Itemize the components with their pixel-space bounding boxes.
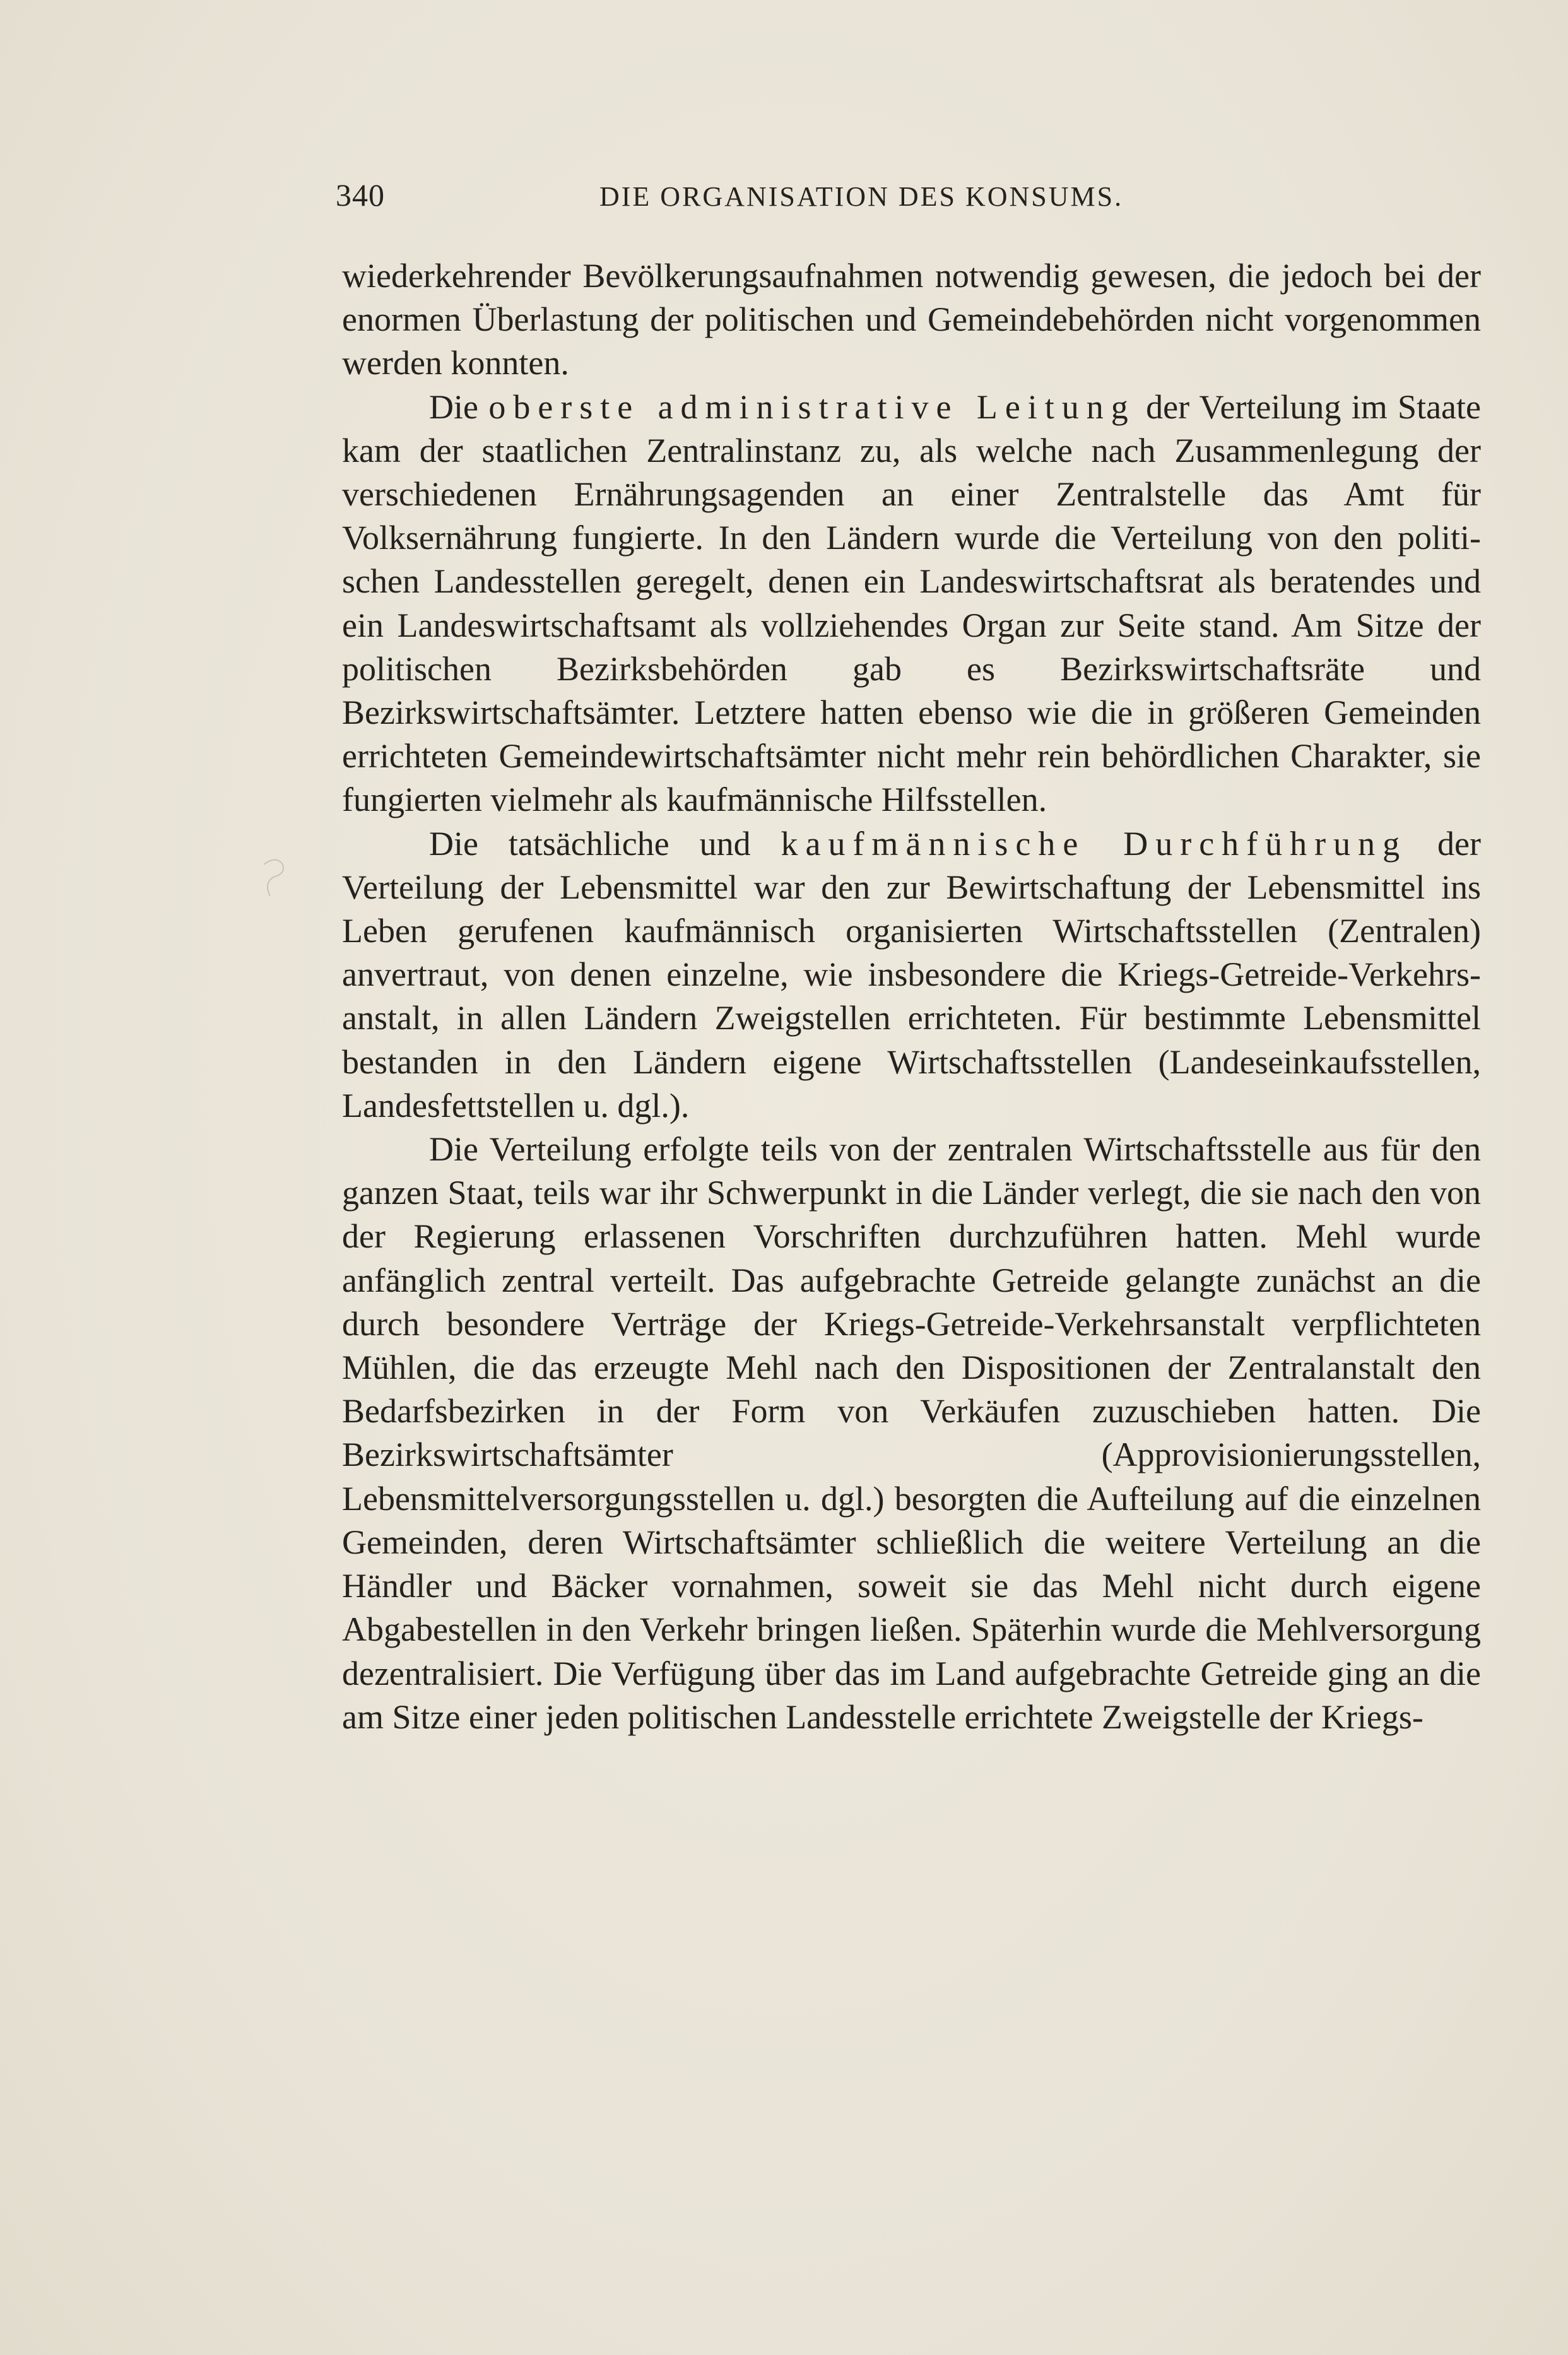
page-number: 340 [336,177,385,213]
paragraph [342,386,1481,822]
paragraph-text: Die tatsächliche und [429,824,781,863]
running-header [336,177,1481,221]
paragraph [342,1128,1481,1739]
pencil-mark-icon [257,852,289,902]
running-title: DIE ORGANISATION DES KONSUMS. [599,181,1124,212]
paragraph-text: Die [429,387,489,426]
paragraph-text: wiederkehrender Bevölkerungsaufnahmen notwendig gewesen, die jedoch bei der enormen Überlastung der politischen und Gemeindebehörden nicht vorgenommen werden konnten. [342,257,1481,382]
paragraph [342,822,1481,1128]
paragraph [342,254,1481,386]
body-text [342,254,1481,1739]
paragraph-text: der Verteilung der Lebensmittel war den zur Bewirtschaftung der Lebensmittel ins Leben gerufenen kaufmännisch organisierten Wirtschaftsstellen (Zentralen) anvertraut, von denen einzelne, wie insbesondere die Kriegs-Getreide-Verkehrsanstalt, in allen Ländern Zweigstellen errichteten. Für bestimmte Lebensmittel bestanden in den Ländern eigene Wirtschaftsstellen (Landeseinkaufsstellen, Landesfettstellen u. dgl.). [342,824,1481,1124]
spaced-emphasis: oberste administrative Leitung [488,387,1136,426]
paragraph-text: Die Verteilung erfolgte teils von der zentralen Wirtschaftsstelle aus für den ganzen Staat, teils war ihr Schwerpunkt in die Länder verlegt, die sie nach den von der Regierung erlassenen Vorschriften durchzuführen hatten. Mehl wurde anfänglich zentral verteilt. Das aufgebrachte Getreide gelangte zunächst an die durch besondere Verträge der Kriegs-Getreide-Verkehrsanstalt verpflichteten Mühlen, die das erzeugte Mehl nach den Dispositionen der Zentralanstalt den Bedarfsbezirken in der Form von Verkäufen zuzuschieben hatten. Die Bezirkswirtschaftsämter (Approvisionierungsstellen, Lebensmittelversorgungsstellen u. dgl.) besorgten die Aufteilung auf die einzelnen Gemeinden, deren Wirtschaftsämter schließlich die weitere Verteilung an die Händler und Bäcker vornahmen, soweit sie das Mehl nicht durch eigene Abgabestellen in den Verkehr bringen ließen. Späterhin wurde die Mehlversorgung dezentralisiert. Die Verfügung über das im Land aufgebrachte Getreide ging an die am Sitze einer jeden politischen Landesstelle errichtete Zweigstelle der Kriegs- [342,1130,1481,1736]
spaced-emphasis: kaufmännische Durchführung [781,824,1408,863]
paragraph-text: der Verteilung im Staate kam der staatlichen Zentralinstanz zu, als welche nach Zusammenlegung der verschiedenen Ernährungsagenden an einer Zentralstelle das Amt für Volksernährung fungierte. In den Ländern wurde die Verteilung von den politischen Landesstellen geregelt, denen ein Landeswirtschaftsrat als beratendes und ein Landeswirtschaftsamt als vollziehendes Organ zur Seite stand. Am Sitze der politischen Bezirksbehörden gab es Bezirkswirtschaftsräte und Bezirkswirtschaftsämter. Letztere hatten ebenso wie die in größeren Gemeinden errichteten Gemeindewirtschaftsämter nicht mehr rein behördlichen Charakter, sie fungierten vielmehr als kaufmännische Hilfsstellen. [342,387,1481,819]
